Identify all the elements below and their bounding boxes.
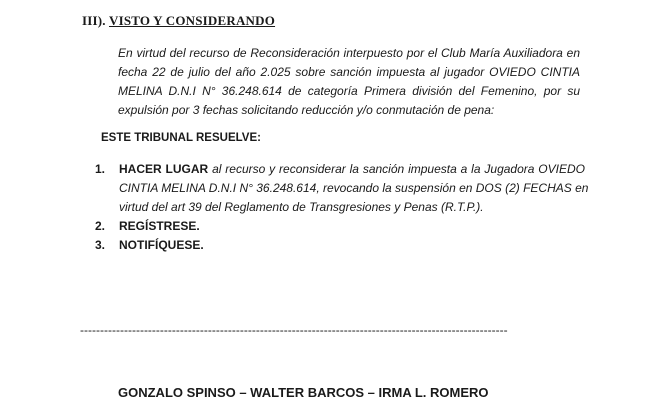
considerando-line: expulsión por 3 fechas solicitando reducción y/o conmutación de pena: [118, 103, 495, 117]
section-number: III). [82, 13, 106, 28]
section-heading [82, 13, 275, 29]
considerando-line: MELINA D.N.I N° 36.248.614 de categoría Primera división del Femenino, por su [118, 84, 580, 98]
resolution-item [95, 236, 585, 255]
item-line-rest: al recurso y reconsiderar la sanción impuesta a la Jugadora OVIEDO [208, 162, 585, 176]
considerando-paragraph [118, 44, 580, 120]
resolution-list [95, 160, 589, 255]
resolve-heading: ESTE TRIBUNAL RESUELVE: [101, 132, 261, 144]
item-number: 3. [95, 238, 106, 252]
item-number: 1. [95, 162, 106, 176]
item-line: virtud del art 39 del Reglamento de Transgresiones y Penas (R.T.P.). [119, 200, 484, 214]
item-text: NOTIFÍQUESE. [119, 238, 204, 252]
item-lead: HACER LUGAR [119, 162, 209, 176]
separator-line: ----------------------------------------------------------------------------------------------------------- [80, 323, 508, 337]
resolution-item [95, 160, 589, 217]
item-line [119, 160, 585, 179]
considerando-line: En virtud del recurso de Reconsideración interpuesto por el Club María Auxiliadora en [118, 46, 580, 60]
signatories: GONZALO SPINSO – WALTER BARCOS – IRMA L. ROMERO [118, 385, 489, 400]
item-text: REGÍSTRESE. [119, 219, 200, 233]
item-number: 2. [95, 219, 106, 233]
considerando-line: fecha 22 de julio del año 2.025 sobre sanción impuesta al jugador OVIEDO CINTIA [118, 65, 580, 79]
resolution-item [95, 217, 585, 236]
section-title: VISTO Y CONSIDERANDO [108, 13, 276, 28]
item-line: CINTIA MELINA D.N.I N° 36.248.614, revocando la suspensión en DOS (2) FECHAS en [119, 181, 589, 195]
